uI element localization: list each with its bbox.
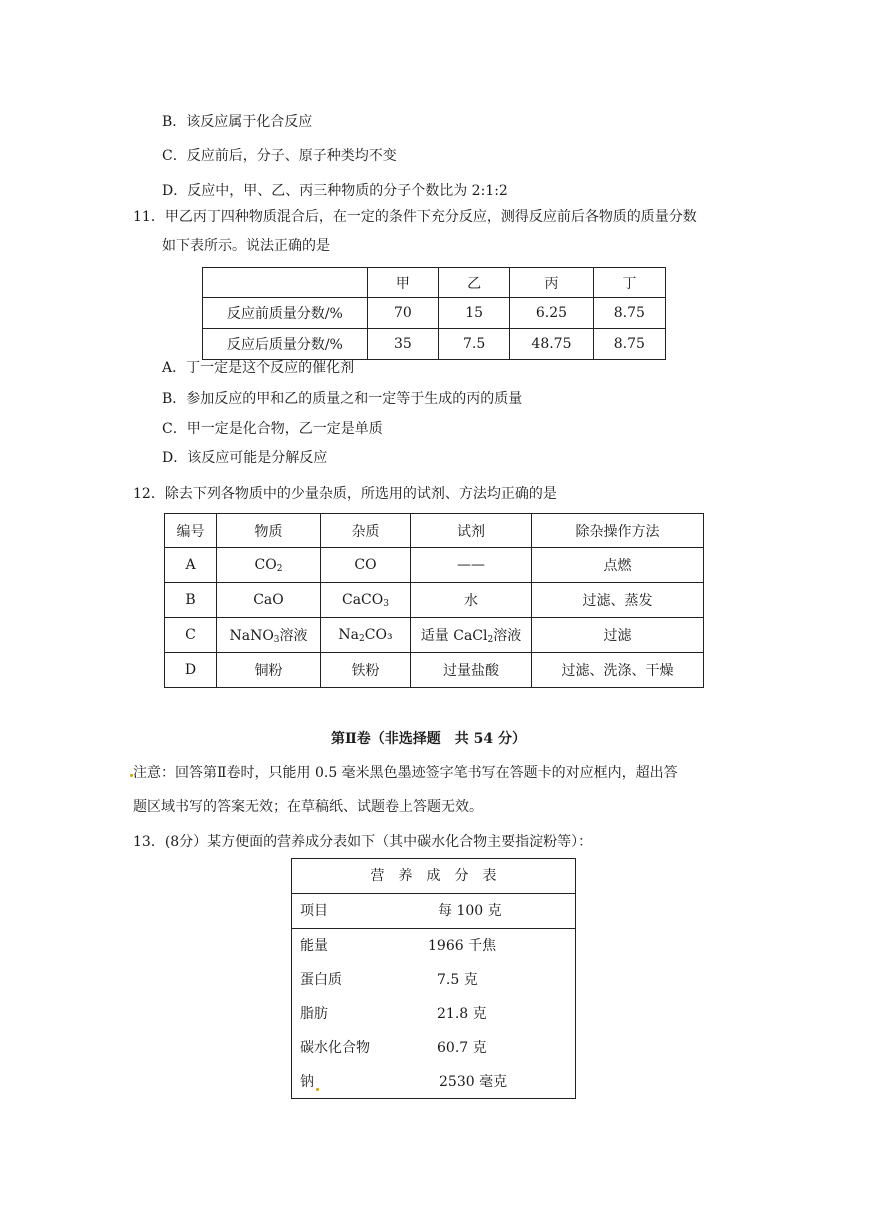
q12-header-cell: 杂质 (321, 514, 411, 548)
nutrient-value: 2530 毫克 (439, 1074, 508, 1090)
table-cell: 反应后质量分数/% (203, 329, 368, 360)
q11-option-a: A．丁一定是这个反应的催化剂 (162, 360, 355, 376)
mark-dot (316, 1088, 319, 1091)
nutrient-value: 1966 千焦 (428, 938, 497, 954)
substance-cell: 铜粉 (217, 653, 321, 688)
table-row (203, 329, 666, 360)
q11-option-d: D．该反应可能是分解反应 (162, 450, 328, 466)
method-cell: 过滤、蒸发 (532, 583, 704, 618)
q10-option-c: C．反应前后，分子、原子种类均不变 (162, 148, 397, 164)
table-cell: 6.25 (510, 298, 593, 329)
nutrition-table-title: 营 养 成 分 表 (370, 868, 497, 884)
nutrient-name: 蛋白质 (300, 972, 342, 988)
table-cell: 8.75 (593, 298, 665, 329)
q13-stem: 13．(8分）某方便面的营养成分表如下（其中碳水化合物主要指淀粉等）： (133, 834, 593, 850)
table-row (165, 653, 704, 688)
nutrient-name: 钠 (300, 1074, 314, 1090)
table-cell: 7.5 (439, 329, 510, 360)
header-item: 项目 (300, 903, 328, 919)
method-cell: 点燃 (532, 548, 704, 583)
reagent-cell: —— (411, 548, 532, 583)
q10-option-b: B．该反应属于化合反应 (162, 114, 313, 130)
q11-table (202, 267, 666, 360)
q11-header-cell: 甲 (367, 268, 438, 298)
table-cell: 35 (367, 329, 438, 360)
impurity-cell: $Na_2CO_3$ (321, 618, 411, 653)
notice-line2: 题区域书写的答案无效；在草稿纸、试题卷上答题无效。 (133, 799, 483, 815)
impurity-cell: CaCO$_3$ (321, 583, 411, 618)
nutrient-name: 能量 (300, 938, 328, 954)
reagent-cell: 水 (411, 583, 532, 618)
header-per-100g: 每 100 克 (438, 903, 502, 919)
q12-header-cell: 物质 (217, 514, 321, 548)
divider (292, 893, 575, 894)
q11-header-cell: 丙 (510, 268, 593, 298)
impurity-cell: 铁粉 (321, 653, 411, 688)
nutrient-value: 21.8 克 (437, 1006, 487, 1022)
notice-line1: 注意：回答第Ⅱ卷时，只能用 0.5 毫米黑色墨迹签字笔书写在答题卡的对应框内，超出答 (133, 765, 678, 781)
row-id: D (165, 653, 217, 688)
q10-option-d: D．反应中，甲、乙、丙三种物质的分子个数比为 2:1:2 (162, 183, 508, 199)
nutrient-name: 碳水化合物 (300, 1040, 370, 1056)
table-cell: 15 (439, 298, 510, 329)
row-id: B (165, 583, 217, 618)
row-id: A (165, 548, 217, 583)
q12-header-cell: 试剂 (411, 514, 532, 548)
substance-cell: $CO_2$ (217, 548, 321, 583)
table-row (203, 298, 666, 329)
table-cell: 48.75 (510, 329, 593, 360)
impurity-cell: CO (321, 548, 411, 583)
reagent-cell: 过量盐酸 (411, 653, 532, 688)
table-row (165, 618, 704, 653)
q12-header-cell: 编号 (165, 514, 217, 548)
q11-option-b: B．参加反应的甲和乙的质量之和一定等于生成的丙的质量 (162, 391, 523, 407)
q11-stem: 11．甲乙丙丁四种物质混合后，在一定的条件下充分反应，测得反应前后各物质的质量分数 (133, 209, 697, 225)
nutrient-value: 7.5 克 (437, 972, 478, 988)
substance-cell: CaO (217, 583, 321, 618)
q12-table (164, 513, 704, 688)
nutrient-name: 脂肪 (300, 1006, 328, 1022)
q11-option-c: C．甲一定是化合物，乙一定是单质 (162, 421, 383, 437)
table-cell: 8.75 (593, 329, 665, 360)
q12-header-cell: 除杂操作方法 (532, 514, 704, 548)
table-row (165, 583, 704, 618)
q12-stem: 12．除去下列各物质中的少量杂质，所选用的试剂、方法均正确的是 (133, 486, 557, 502)
table-cell: 反应前质量分数/% (203, 298, 368, 329)
method-cell: 过滤 (532, 618, 704, 653)
q11-header-cell: 乙 (439, 268, 510, 298)
table-cell: 70 (367, 298, 438, 329)
q11-header-cell: 丁 (593, 268, 665, 298)
q11-header-cell (203, 268, 368, 298)
row-id: C (165, 618, 217, 653)
divider (292, 928, 575, 929)
substance-cell: NaNO$_3$溶液 (217, 618, 321, 653)
nutrient-value: 60.7 克 (437, 1040, 487, 1056)
reagent-cell: 适量 CaCl$_2$溶液 (411, 618, 532, 653)
nutrition-table (291, 858, 576, 1099)
method-cell: 过滤、洗涤、干燥 (532, 653, 704, 688)
table-row (165, 548, 704, 583)
section-title: 第Ⅱ卷（非选择题 共 54 分） (331, 731, 527, 747)
q11-stem-line2: 如下表所示。说法正确的是 (162, 238, 330, 254)
